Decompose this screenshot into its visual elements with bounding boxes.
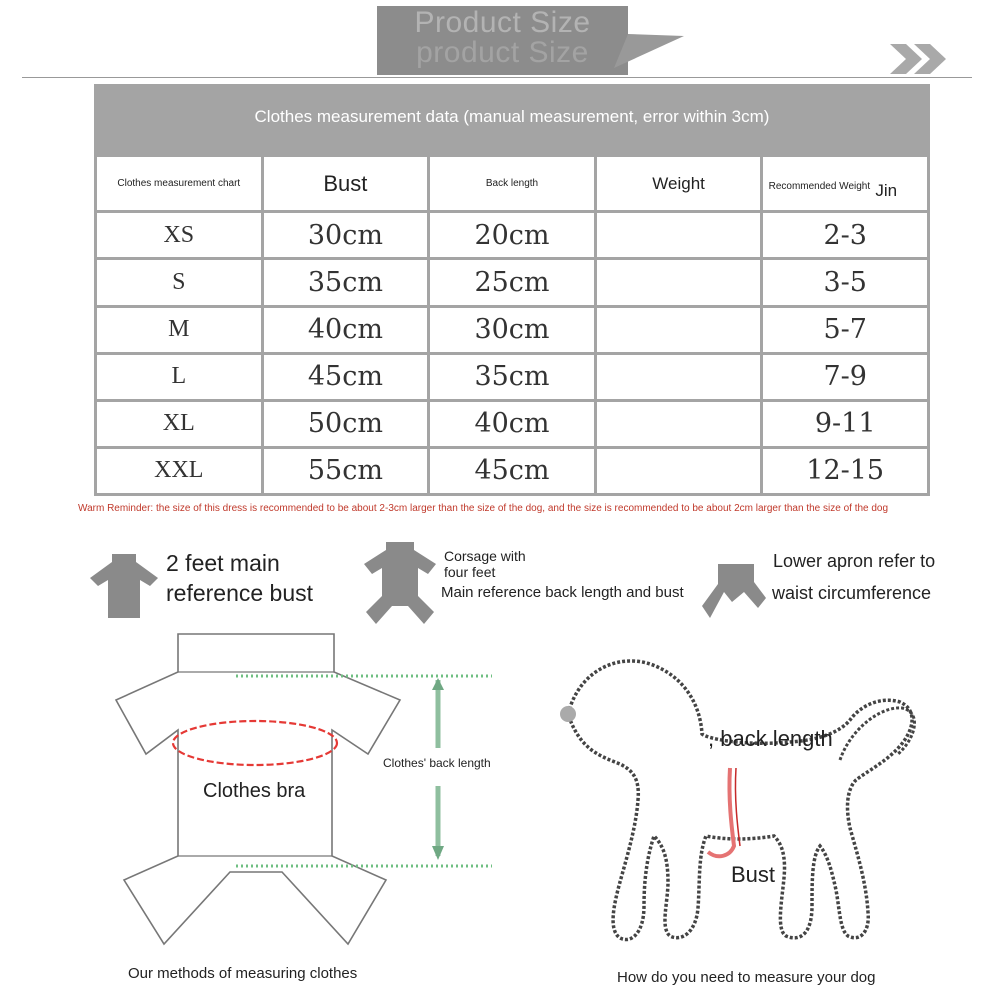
caption-clothes-method: Our methods of measuring clothes [128, 965, 358, 982]
clothes-back-length-label: Clothes' back length [383, 756, 491, 770]
size-table [94, 154, 930, 496]
header-weight: Weight [597, 157, 761, 210]
clothes-bra-label: Clothes bra [203, 780, 306, 802]
two-feet-garment-icon [88, 552, 160, 620]
dog-nose [560, 706, 576, 722]
cell-weight [597, 355, 761, 399]
header-back-length: Back length [430, 157, 594, 210]
table-row [97, 355, 927, 399]
table-row [97, 449, 927, 493]
header-title: Product Size [414, 6, 591, 39]
cell-back: 30cm [430, 308, 594, 352]
cell-size: S [97, 260, 261, 304]
cell-size: XXL [97, 449, 261, 493]
cell-back: 35cm [430, 355, 594, 399]
caption-dog-method: How do you need to measure your dog [617, 969, 876, 986]
cell-bust: 55cm [264, 449, 428, 493]
dog-bust-band [708, 768, 734, 856]
cell-bust: 30cm [264, 213, 428, 257]
cell-weight [597, 308, 761, 352]
dog-outline [568, 661, 912, 940]
table-row [97, 308, 927, 352]
table-row [97, 260, 927, 304]
table-row [97, 213, 927, 257]
header-rec-unit: Jin [875, 181, 898, 200]
two-feet-line1: 2 feet main [166, 550, 280, 576]
table-header-row [97, 157, 927, 210]
header-title-echo: product Size [416, 36, 589, 69]
cell-bust: 35cm [264, 260, 428, 304]
four-feet-line2: four feet [444, 564, 496, 580]
dog-back-length-label: , back length [708, 726, 833, 751]
four-feet-line1: Corsage with [444, 548, 526, 564]
header-bust: Bust [264, 157, 428, 210]
cell-rec: 12-15 [763, 449, 927, 493]
header-divider [22, 77, 972, 78]
cell-bust: 50cm [264, 402, 428, 446]
apron-line2: waist circumference [772, 583, 932, 603]
cell-rec: 2-3 [763, 213, 927, 257]
two-feet-line2: reference bust [166, 580, 314, 606]
header-chart: Clothes measurement chart [97, 157, 261, 210]
cell-weight [597, 260, 761, 304]
cell-back: 45cm [430, 449, 594, 493]
apron-line1: Lower apron refer to [773, 551, 936, 571]
cell-back: 40cm [430, 402, 594, 446]
four-feet-reference: Main reference back length and bust [441, 584, 684, 601]
header-recommended-weight [763, 157, 927, 210]
cell-back: 20cm [430, 213, 594, 257]
four-feet-garment-icon [360, 540, 440, 626]
header-rec-label: Recommended Weight [768, 181, 871, 192]
dog-tail-loop [840, 708, 914, 760]
table-caption: Clothes measurement data (manual measurement, error within 3cm) [254, 107, 770, 126]
cell-rec: 5-7 [763, 308, 927, 352]
header-shadow-wedge [600, 30, 690, 70]
cell-weight [597, 213, 761, 257]
table-row [97, 402, 927, 446]
cell-size: XL [97, 402, 261, 446]
four-feet-text [444, 548, 526, 580]
cell-size: M [97, 308, 261, 352]
cell-back: 25cm [430, 260, 594, 304]
cell-rec: 9-11 [763, 402, 927, 446]
cell-bust: 40cm [264, 308, 428, 352]
cell-size: XS [97, 213, 261, 257]
warm-reminder: Warm Reminder: the size of this dress is recommended to be about 2-3cm larger than the size of the dog, and the size is recommended to be about 2cm larger than the size of the dog [78, 503, 889, 514]
two-feet-text [166, 548, 313, 608]
cell-size: L [97, 355, 261, 399]
cell-rec: 3-5 [763, 260, 927, 304]
dog-bust-label: Bust [731, 862, 776, 887]
cell-rec: 7-9 [763, 355, 927, 399]
cell-weight [597, 402, 761, 446]
dog-diagram [550, 650, 920, 950]
lower-apron-icon [700, 562, 768, 620]
cell-bust: 45cm [264, 355, 428, 399]
double-chevron-icon [888, 42, 950, 76]
cell-weight [597, 449, 761, 493]
